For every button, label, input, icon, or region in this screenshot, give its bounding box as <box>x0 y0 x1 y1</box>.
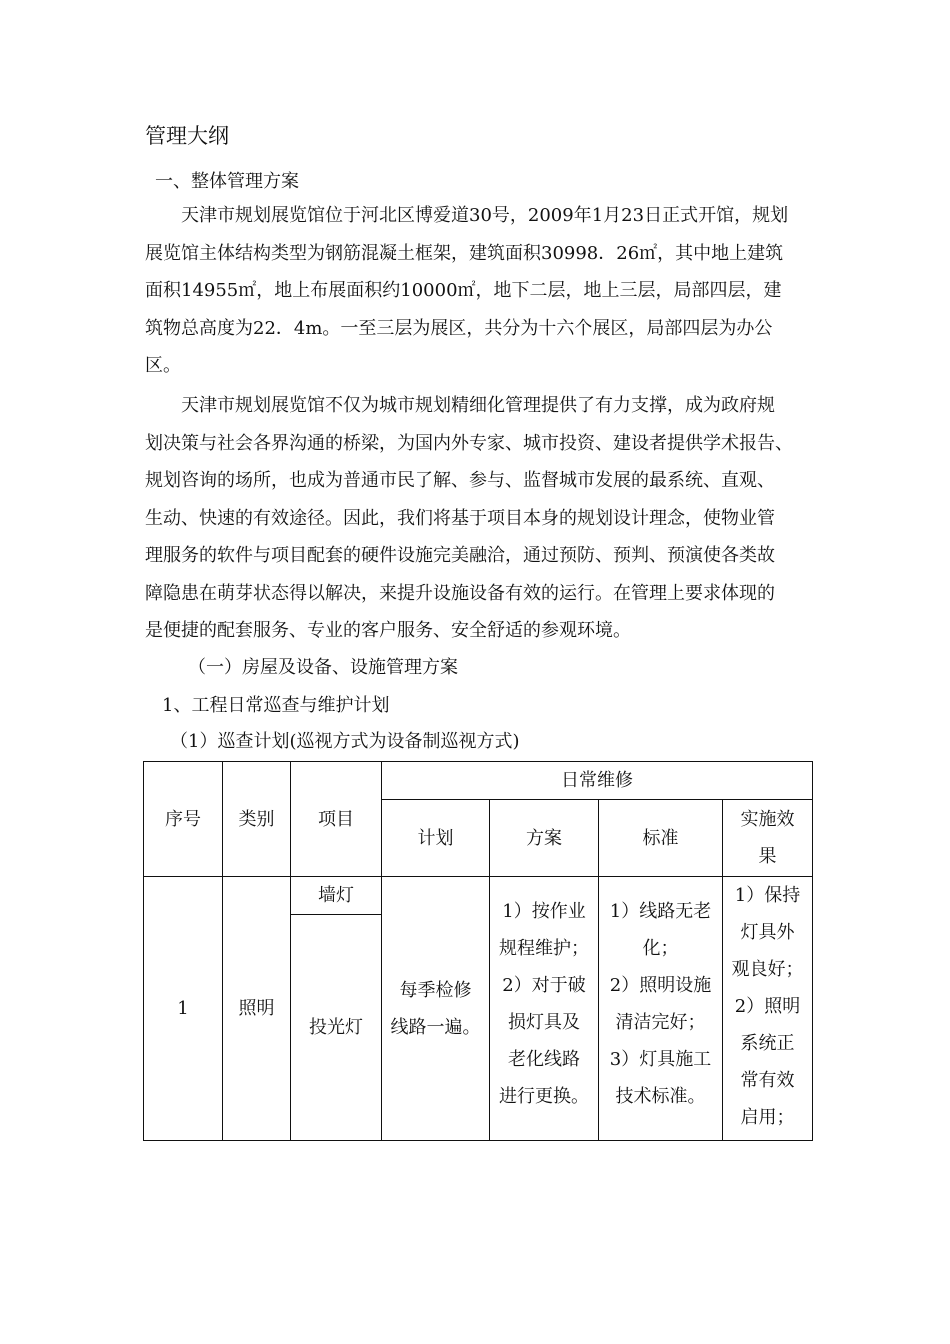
subsection-heading: （一）房屋及设备、设施管理方案 <box>188 657 458 678</box>
row-plan <box>382 877 490 1141</box>
header-project: 项目 <box>291 762 382 877</box>
row-effect-line: 启用； <box>740 1107 795 1128</box>
row-scheme-line: 损灯具及 <box>508 1012 580 1033</box>
page-title: 管理大纲 <box>145 124 229 148</box>
row-scheme <box>490 877 599 1141</box>
paragraph-1-line: 天津市规划展览馆位于河北区博爱道30号，2009年1月23日正式开馆，规划 <box>181 205 789 226</box>
paragraph-1-line: 面积14955㎡，地上布展面积约10000㎡，地下二层，地上三层，局部四层，建 <box>145 280 782 301</box>
row-effect-line: 2）照明 <box>734 996 801 1017</box>
row-scheme-line: 老化线路 <box>508 1049 580 1070</box>
header-plan: 计划 <box>382 800 490 877</box>
row-standard-line: 化； <box>642 938 679 959</box>
paragraph-2 <box>145 387 810 650</box>
row-seq: 1 <box>144 877 223 1141</box>
row-effect-line: 1）保持 <box>734 885 801 906</box>
paragraph-2-line: 天津市规划展览馆不仅为城市规划精细化管理提供了有力支撑，成为政府规 <box>181 395 775 416</box>
row-plan-line: 每季检修 <box>399 979 472 1001</box>
header-daily-maintenance: 日常维修 <box>382 762 813 800</box>
row-scheme-line: 规程维护； <box>499 938 589 959</box>
paragraph-2-line: 是便捷的配套服务、专业的客户服务、安全舒适的参观环境。 <box>145 620 631 641</box>
header-effect-line: 实施效 <box>740 809 795 830</box>
row-standard <box>599 877 723 1141</box>
row-scheme-line: 1）按作业 <box>502 901 586 922</box>
paragraph-2-line: 划决策与社会各界沟通的桥梁，为国内外专家、城市投资、建设者提供学术报告、 <box>145 432 793 454</box>
row-effect-line: 观良好； <box>731 959 804 980</box>
row-effect-line: 灯具外 <box>740 922 795 943</box>
paragraph-1-line: 展览馆主体结构类型为钢筋混凝土框架，建筑面积30998．26㎡，其中地上建筑 <box>145 242 784 264</box>
section-heading-1: 一、整体管理方案 <box>155 171 299 192</box>
row-project-wall-lamp: 墙灯 <box>291 877 382 915</box>
paragraph-1-line: 区。 <box>145 355 181 376</box>
row-effect <box>723 877 813 1141</box>
paragraph-1-line: 筑物总高度为22．4m。一至三层为展区，共分为十六个展区，局部四层为办公 <box>145 317 773 339</box>
header-seq: 序号 <box>144 762 223 877</box>
paragraph-1 <box>145 197 810 385</box>
row-plan-line: 线路一遍。 <box>390 1016 481 1038</box>
paragraph-2-line: 生动、快速的有效途径。因此，我们将基于项目本身的规划设计理念，使物业管 <box>145 507 775 529</box>
row-standard-line: 1）线路无老 <box>609 901 712 922</box>
paragraph-2-line: 障隐患在萌芽状态得以解决，来提升设施设备有效的运行。在管理上要求体现的 <box>145 582 775 604</box>
row-standard-line: 清洁完好； <box>615 1012 706 1033</box>
row-standard-line: 技术标准。 <box>615 1086 706 1107</box>
row-category: 照明 <box>223 877 291 1141</box>
row-scheme-line: 2）对于破 <box>502 975 586 996</box>
header-category: 类别 <box>223 762 291 877</box>
row-standard-line: 2）照明设施 <box>609 975 712 996</box>
header-standard: 标准 <box>599 800 723 877</box>
row-scheme-line: 进行更换。 <box>499 1086 589 1107</box>
paragraph-2-line: 理服务的软件与项目配套的硬件设施完美融洽，通过预防、预判、预演使各类故 <box>145 545 775 566</box>
header-scheme: 方案 <box>490 800 599 877</box>
item-heading: 1、工程日常巡查与维护计划 <box>162 695 390 716</box>
row-standard-line: 3）灯具施工 <box>609 1049 712 1070</box>
inspection-plan-table <box>143 761 813 1141</box>
row-effect-line: 常有效 <box>740 1070 795 1091</box>
header-effect-line: 果 <box>758 846 777 867</box>
row-effect-line: 系统正 <box>740 1033 795 1054</box>
row-project-floodlight: 投光灯 <box>291 915 382 1141</box>
header-effect <box>723 800 813 877</box>
paragraph-2-line: 规划咨询的场所，也成为普通市民了解、参与、监督城市发展的最系统、直观、 <box>145 470 775 491</box>
sub-item-heading: （1）巡查计划(巡视方式为设备制巡视方式) <box>170 731 520 752</box>
